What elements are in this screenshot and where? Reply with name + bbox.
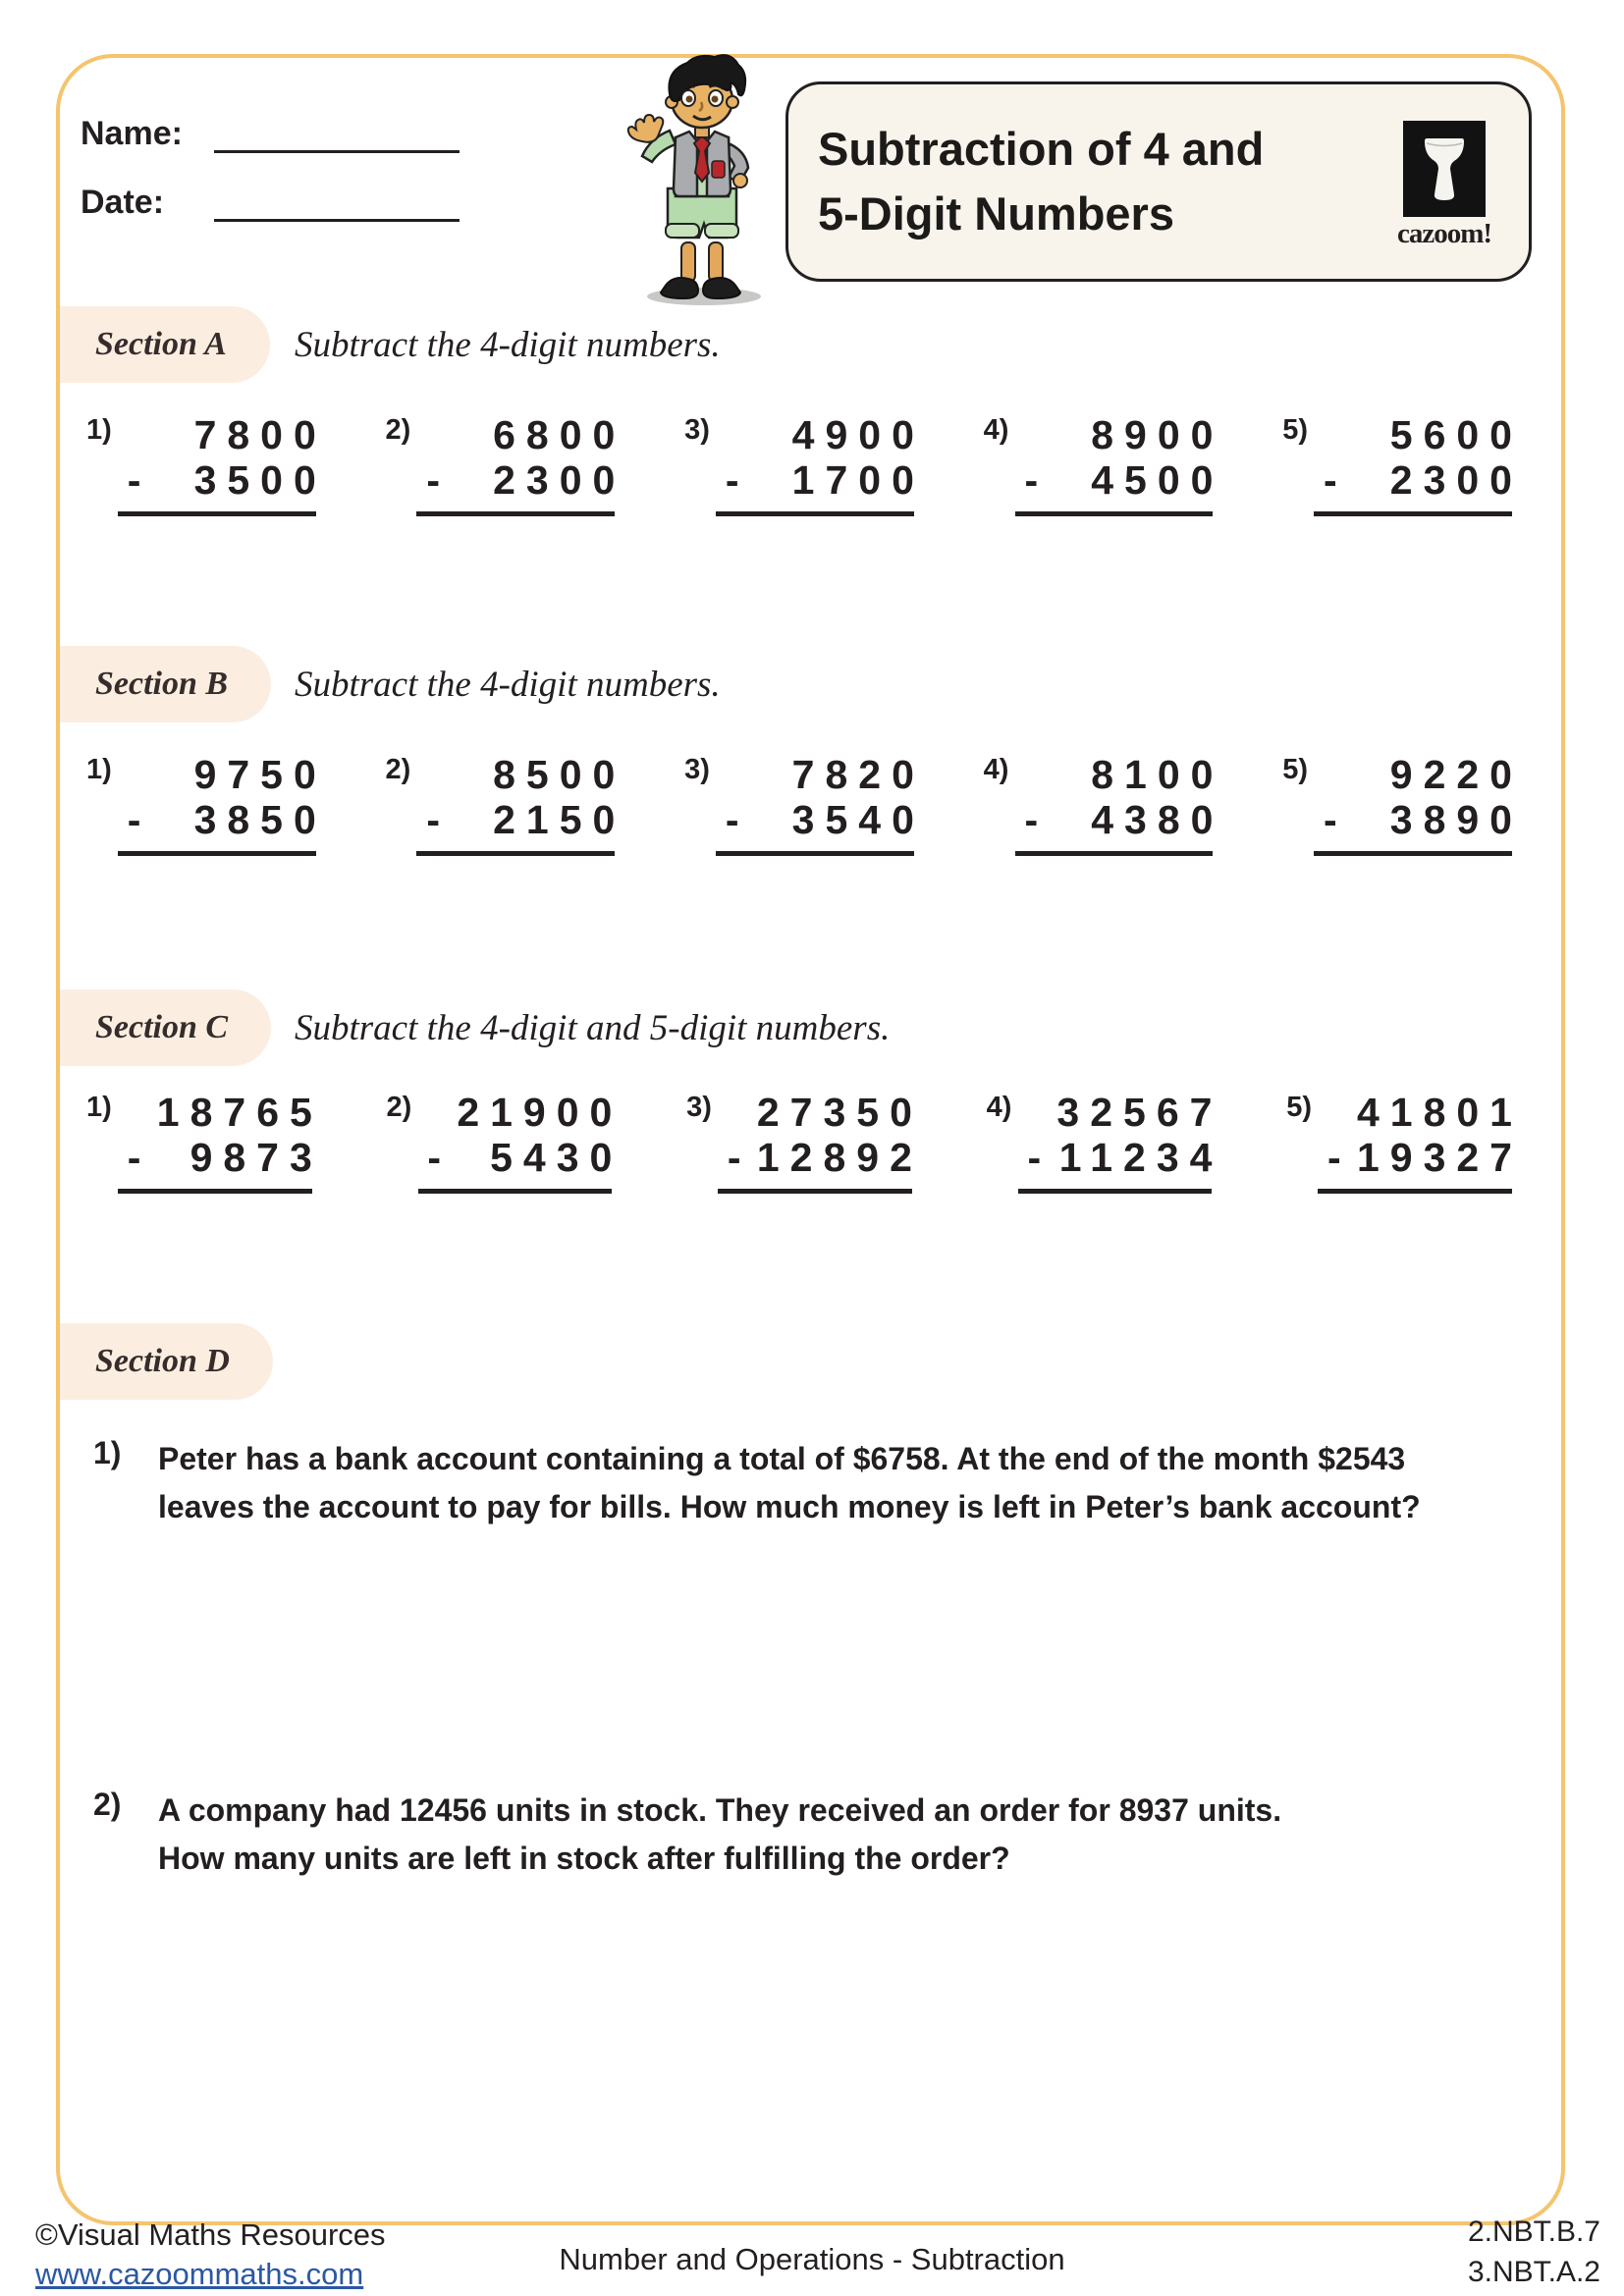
subtraction-problem (385, 412, 626, 516)
subtrahend-value: 11234 (1058, 1135, 1223, 1180)
section-a-label: Section A (95, 326, 227, 362)
minus-sign: - (1323, 457, 1337, 503)
problem-number: 3) (684, 754, 710, 785)
problem-number: 4) (983, 414, 1009, 446)
section-d-label: Section D (95, 1343, 230, 1379)
subtraction-problem (686, 1090, 923, 1194)
minuend-value: 8500 (493, 752, 626, 797)
subtraction-problem (986, 1090, 1223, 1194)
minuend-value: 18765 (156, 1090, 323, 1135)
problem-number: 1) (86, 1092, 112, 1123)
minuend-value: 4900 (791, 412, 925, 457)
problem-number: 4) (983, 754, 1009, 785)
subtrahend-value: 4380 (1091, 797, 1224, 842)
problem-number: 3) (684, 414, 710, 446)
subtrahend-value: 3850 (193, 797, 327, 842)
problem-number: 3) (686, 1092, 712, 1123)
subtrahend-value: 4500 (1091, 457, 1224, 503)
answer-line[interactable] (1314, 850, 1512, 856)
minus-sign: - (427, 1135, 441, 1180)
subtrahend-value: 3500 (193, 457, 327, 503)
minuend-value: 8900 (1091, 412, 1224, 457)
subtraction-problem (1282, 752, 1523, 856)
minuend-value: 5600 (1389, 412, 1523, 457)
standard-code-1: 2.NBT.B.7 (1467, 2216, 1600, 2248)
problem-number: 1) (86, 754, 112, 785)
subtraction-problem (684, 752, 925, 856)
minuend-value: 6800 (493, 412, 626, 457)
title-line-1: Subtraction of 4 and (818, 123, 1265, 175)
minuend-value: 7820 (791, 752, 925, 797)
answer-line[interactable] (1314, 510, 1512, 516)
word-problem-1-line-2: leaves the account to pay for bills. How much money is left in Peter’s bank account? (158, 1489, 1421, 1524)
minus-sign: - (1024, 457, 1039, 503)
section-d-pill (60, 1323, 273, 1400)
subtrahend-value: 3890 (1389, 797, 1523, 842)
subtraction-problem (386, 1090, 623, 1194)
subtraction-problem (86, 1090, 323, 1194)
subtraction-problem (983, 412, 1224, 516)
drum-icon (1403, 121, 1486, 217)
copyright-text: ©Visual Maths Resources (35, 2217, 386, 2252)
minuend-value: 8100 (1091, 752, 1224, 797)
name-label: Name: (81, 115, 183, 152)
minuend-value: 9750 (193, 752, 327, 797)
minuend-value: 41801 (1356, 1090, 1523, 1135)
problem-number: 4) (986, 1092, 1012, 1123)
minus-sign: - (725, 797, 739, 842)
website-link[interactable]: www.cazoommaths.com (35, 2257, 364, 2291)
word-problem-2-line-2: How many units are left in stock after fulfilling the order? (158, 1841, 1010, 1876)
footer-standards (1468, 2212, 1600, 2292)
worksheet-title (818, 117, 1381, 246)
word-problem-2-line-1: A company had 12456 units in stock. They received an order for 8937 units. (158, 1792, 1282, 1828)
title-line-2: 5-Digit Numbers (818, 187, 1174, 240)
subtrahend-value: 3540 (791, 797, 925, 842)
date-input-line[interactable] (214, 183, 460, 222)
answer-line[interactable] (1015, 510, 1214, 516)
subtrahend-value: 9873 (189, 1135, 323, 1180)
standard-code-2: 3.NBT.A.2 (1467, 2256, 1600, 2288)
answer-line[interactable] (718, 1188, 912, 1194)
subtrahend-value: 2300 (493, 457, 626, 503)
minus-sign: - (1024, 797, 1039, 842)
answer-line[interactable] (418, 1188, 613, 1194)
minus-sign: - (727, 1135, 741, 1180)
subtrahend-value: 12892 (756, 1135, 923, 1180)
minus-sign: - (1027, 1135, 1042, 1180)
problem-number: 5) (1282, 754, 1308, 785)
section-c-label: Section C (95, 1009, 229, 1045)
answer-line[interactable] (118, 1188, 312, 1194)
student-character-illustration (611, 51, 787, 308)
section-c-instruction: Subtract the 4-digit and 5-digit numbers. (295, 1008, 891, 1048)
subtrahend-value: 5430 (490, 1135, 623, 1180)
section-b-problems (86, 752, 1523, 856)
answer-line[interactable] (1018, 1188, 1213, 1194)
answer-line[interactable] (716, 510, 914, 516)
word-problem-2-number: 2) (93, 1787, 122, 1822)
problem-number: 5) (1286, 1092, 1312, 1123)
date-label: Date: (81, 184, 165, 221)
problem-number: 2) (386, 1092, 412, 1123)
word-problem-1-line-1: Peter has a bank account containing a total of $6758. At the end of the month $2543 (158, 1441, 1406, 1476)
answer-line[interactable] (1015, 850, 1214, 856)
minus-sign: - (426, 797, 440, 842)
minus-sign: - (1326, 1135, 1341, 1180)
logo-wordmark: cazoom! (1396, 218, 1492, 249)
footer-topic: Number and Operations - Subtraction (559, 2242, 1065, 2276)
subtraction-problem (1286, 1090, 1523, 1194)
answer-line[interactable] (416, 510, 615, 516)
cazoom-logo (1381, 113, 1507, 250)
minus-sign: - (725, 457, 739, 503)
minuend-value: 27350 (756, 1090, 923, 1135)
section-c-problems (86, 1090, 1523, 1194)
minus-sign: - (127, 1135, 141, 1180)
section-a-pill (60, 306, 270, 383)
word-problem-2 (93, 1787, 1527, 1883)
subtraction-problem (684, 412, 925, 516)
answer-line[interactable] (118, 510, 316, 516)
name-input-line[interactable] (214, 114, 460, 153)
section-a-problems (86, 412, 1523, 516)
subtrahend-value: 19327 (1356, 1135, 1523, 1180)
subtraction-problem (1282, 412, 1523, 516)
problem-number: 2) (385, 414, 411, 446)
subtraction-problem (983, 752, 1224, 856)
subtraction-problem (86, 752, 327, 856)
minuend-value: 7800 (193, 412, 327, 457)
answer-line[interactable] (416, 850, 615, 856)
subtrahend-value: 1700 (791, 457, 925, 503)
subtrahend-value: 2300 (1389, 457, 1523, 503)
subtraction-problem (86, 412, 327, 516)
problem-number: 5) (1282, 414, 1308, 446)
minus-sign: - (426, 457, 440, 503)
minus-sign: - (127, 457, 141, 503)
problem-number: 2) (385, 754, 411, 785)
minus-sign: - (1323, 797, 1337, 842)
subtrahend-value: 2150 (493, 797, 626, 842)
minuend-value: 21900 (457, 1090, 623, 1135)
minuend-value: 9220 (1389, 752, 1523, 797)
name-date-block (81, 106, 460, 243)
word-problem-1-number: 1) (93, 1435, 122, 1470)
minuend-value: 32567 (1056, 1090, 1223, 1135)
section-a-instruction: Subtract the 4-digit numbers. (295, 325, 721, 365)
section-c-pill (60, 989, 271, 1066)
answer-line[interactable] (118, 850, 316, 856)
answer-line[interactable] (716, 850, 914, 856)
title-box (785, 81, 1532, 282)
problem-number: 1) (86, 414, 112, 446)
word-problem-1 (93, 1435, 1527, 1531)
section-b-pill (60, 646, 271, 722)
minus-sign: - (127, 797, 141, 842)
section-b-instruction: Subtract the 4-digit numbers. (295, 665, 721, 705)
section-b-label: Section B (95, 666, 229, 702)
subtraction-problem (385, 752, 626, 856)
answer-line[interactable] (1318, 1188, 1512, 1194)
